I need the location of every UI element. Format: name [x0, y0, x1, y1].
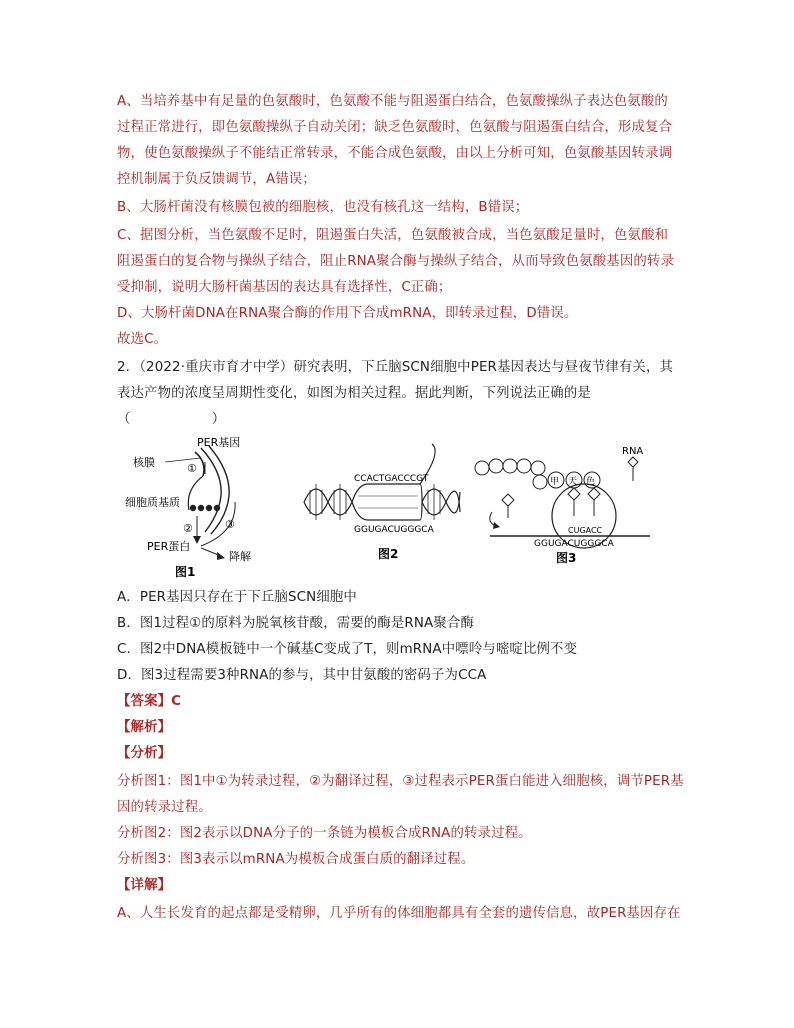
anticodon-text: CUGACC: [568, 526, 603, 535]
label-rna: RNA: [622, 446, 644, 457]
label-step-2: ②: [183, 522, 193, 535]
explanation-line: 过程正常进行，即色氨酸操纵子自动关闭；缺乏色氨酸时，色氨酸与阻遏蛋白结合，形成复合: [117, 120, 673, 135]
option-b: B．图1过程①的原料为脱氧核苷酸，需要的酶是RNA聚合酶: [117, 616, 474, 631]
question-blank: （ ）: [117, 412, 226, 427]
amino-acid-2: 天: [568, 477, 578, 487]
explanation-line: D、大肠杆菌DNA在RNA聚合酶的作用下合成mRNA，即转录过程，D错误。: [117, 306, 578, 321]
figure-1: [125, 432, 285, 582]
question-stem: 表达产物的浓度呈周期性变化，如图为相关过程。据此判断，下列说法正确的是: [117, 386, 591, 401]
analysis-label: 【解析】: [117, 720, 172, 735]
option-c: C．图2中DNA模板链中一个碱基C变成了T，则mRNA中嘌呤与嘧啶比例不变: [117, 642, 578, 657]
explanation-line: B、大肠杆菌没有核膜包被的细胞核，也没有核孔这一结构，B错误；: [117, 200, 529, 215]
explanation-line: 控机制属于负反馈调节，A错误；: [117, 172, 316, 187]
explanation-line: 阻遏蛋白的复合物与操纵子结合，阻止RNA聚合酶与操纵子结合，从而导致色氨酸基因的转录: [117, 254, 675, 269]
fenxi-label: 【分析】: [117, 746, 172, 761]
label-per-gene: PER基因: [197, 436, 241, 449]
label-per-protein: PER蛋白: [147, 540, 191, 553]
mrna-sequence: GGUGACUGGGCA: [534, 539, 614, 549]
caption-figure-3: 图3: [556, 551, 577, 565]
explanation-line: 故选C。: [117, 332, 168, 347]
analysis-line: 因的转录过程。: [117, 800, 212, 815]
caption-figure-2: 图2: [378, 547, 399, 561]
label-step-3: ③: [225, 518, 235, 531]
amino-acid-3: 色: [586, 477, 596, 487]
explanation-line: A、当培养基中有足量的色氨酸时，色氨酸不能与阻遏蛋白结合，色氨酸操纵子表达色氨酸的: [117, 94, 668, 109]
option-d: D．图3过程需要3种RNA的参与，其中甘氨酸的密码子为CCA: [117, 668, 487, 683]
analysis-line: 分析图1：图1中①为转录过程，②为翻译过程，③过程表示PER蛋白能进入细胞核，调节PER基: [117, 774, 684, 789]
answer-label: 【答案】C: [117, 694, 182, 709]
caption-figure-1: 图1: [175, 565, 196, 579]
figure-2: [302, 432, 462, 582]
analysis-line: 分析图3：图3表示以mRNA为模板合成蛋白质的翻译过程。: [117, 852, 475, 867]
figure-2-top-strand: CCACTGACCCGT: [354, 474, 429, 484]
label-cytoplasm: 细胞质基质: [125, 496, 180, 509]
label-degradation: 降解: [229, 550, 251, 563]
explanation-line: 物，使色氨酸操纵子不能结正常转录，不能合成色氨酸，由以上分析可知，色氨酸基因转录调: [117, 146, 673, 161]
explanation-line: C、据图分析，当色氨酸不足时，阻遏蛋白失活，色氨酸被合成，当色氨酸足量时，色氨酸和: [117, 228, 669, 243]
detail-label: 【详解】: [117, 878, 172, 893]
label-step-1: ①: [187, 462, 197, 475]
amino-acid-1: 甲: [550, 477, 560, 487]
option-a: A．PER基因只存在于下丘脑SCN细胞中: [117, 590, 357, 605]
explanation-line: 受抑制，说明大肠杆菌基因的表达具有选择性，C正确；: [117, 280, 452, 295]
label-nuclear-membrane: 核膜: [133, 456, 155, 469]
figure-2-bottom-strand: GGUGACUGGGCA: [354, 525, 434, 535]
figure-3: [472, 432, 662, 582]
analysis-line: 分析图2：图2表示以DNA分子的一条链为模板合成RNA的转录过程。: [117, 826, 532, 841]
detail-line: A、人生长发育的起点都是受精卵，几乎所有的体细胞都具有全套的遗传信息，故PER基因存在: [117, 906, 681, 921]
question-stem: 2．（2022·重庆市育才中学）研究表明，下丘脑SCN细胞中PER基因表达与昼夜节律有关，其: [117, 360, 674, 375]
